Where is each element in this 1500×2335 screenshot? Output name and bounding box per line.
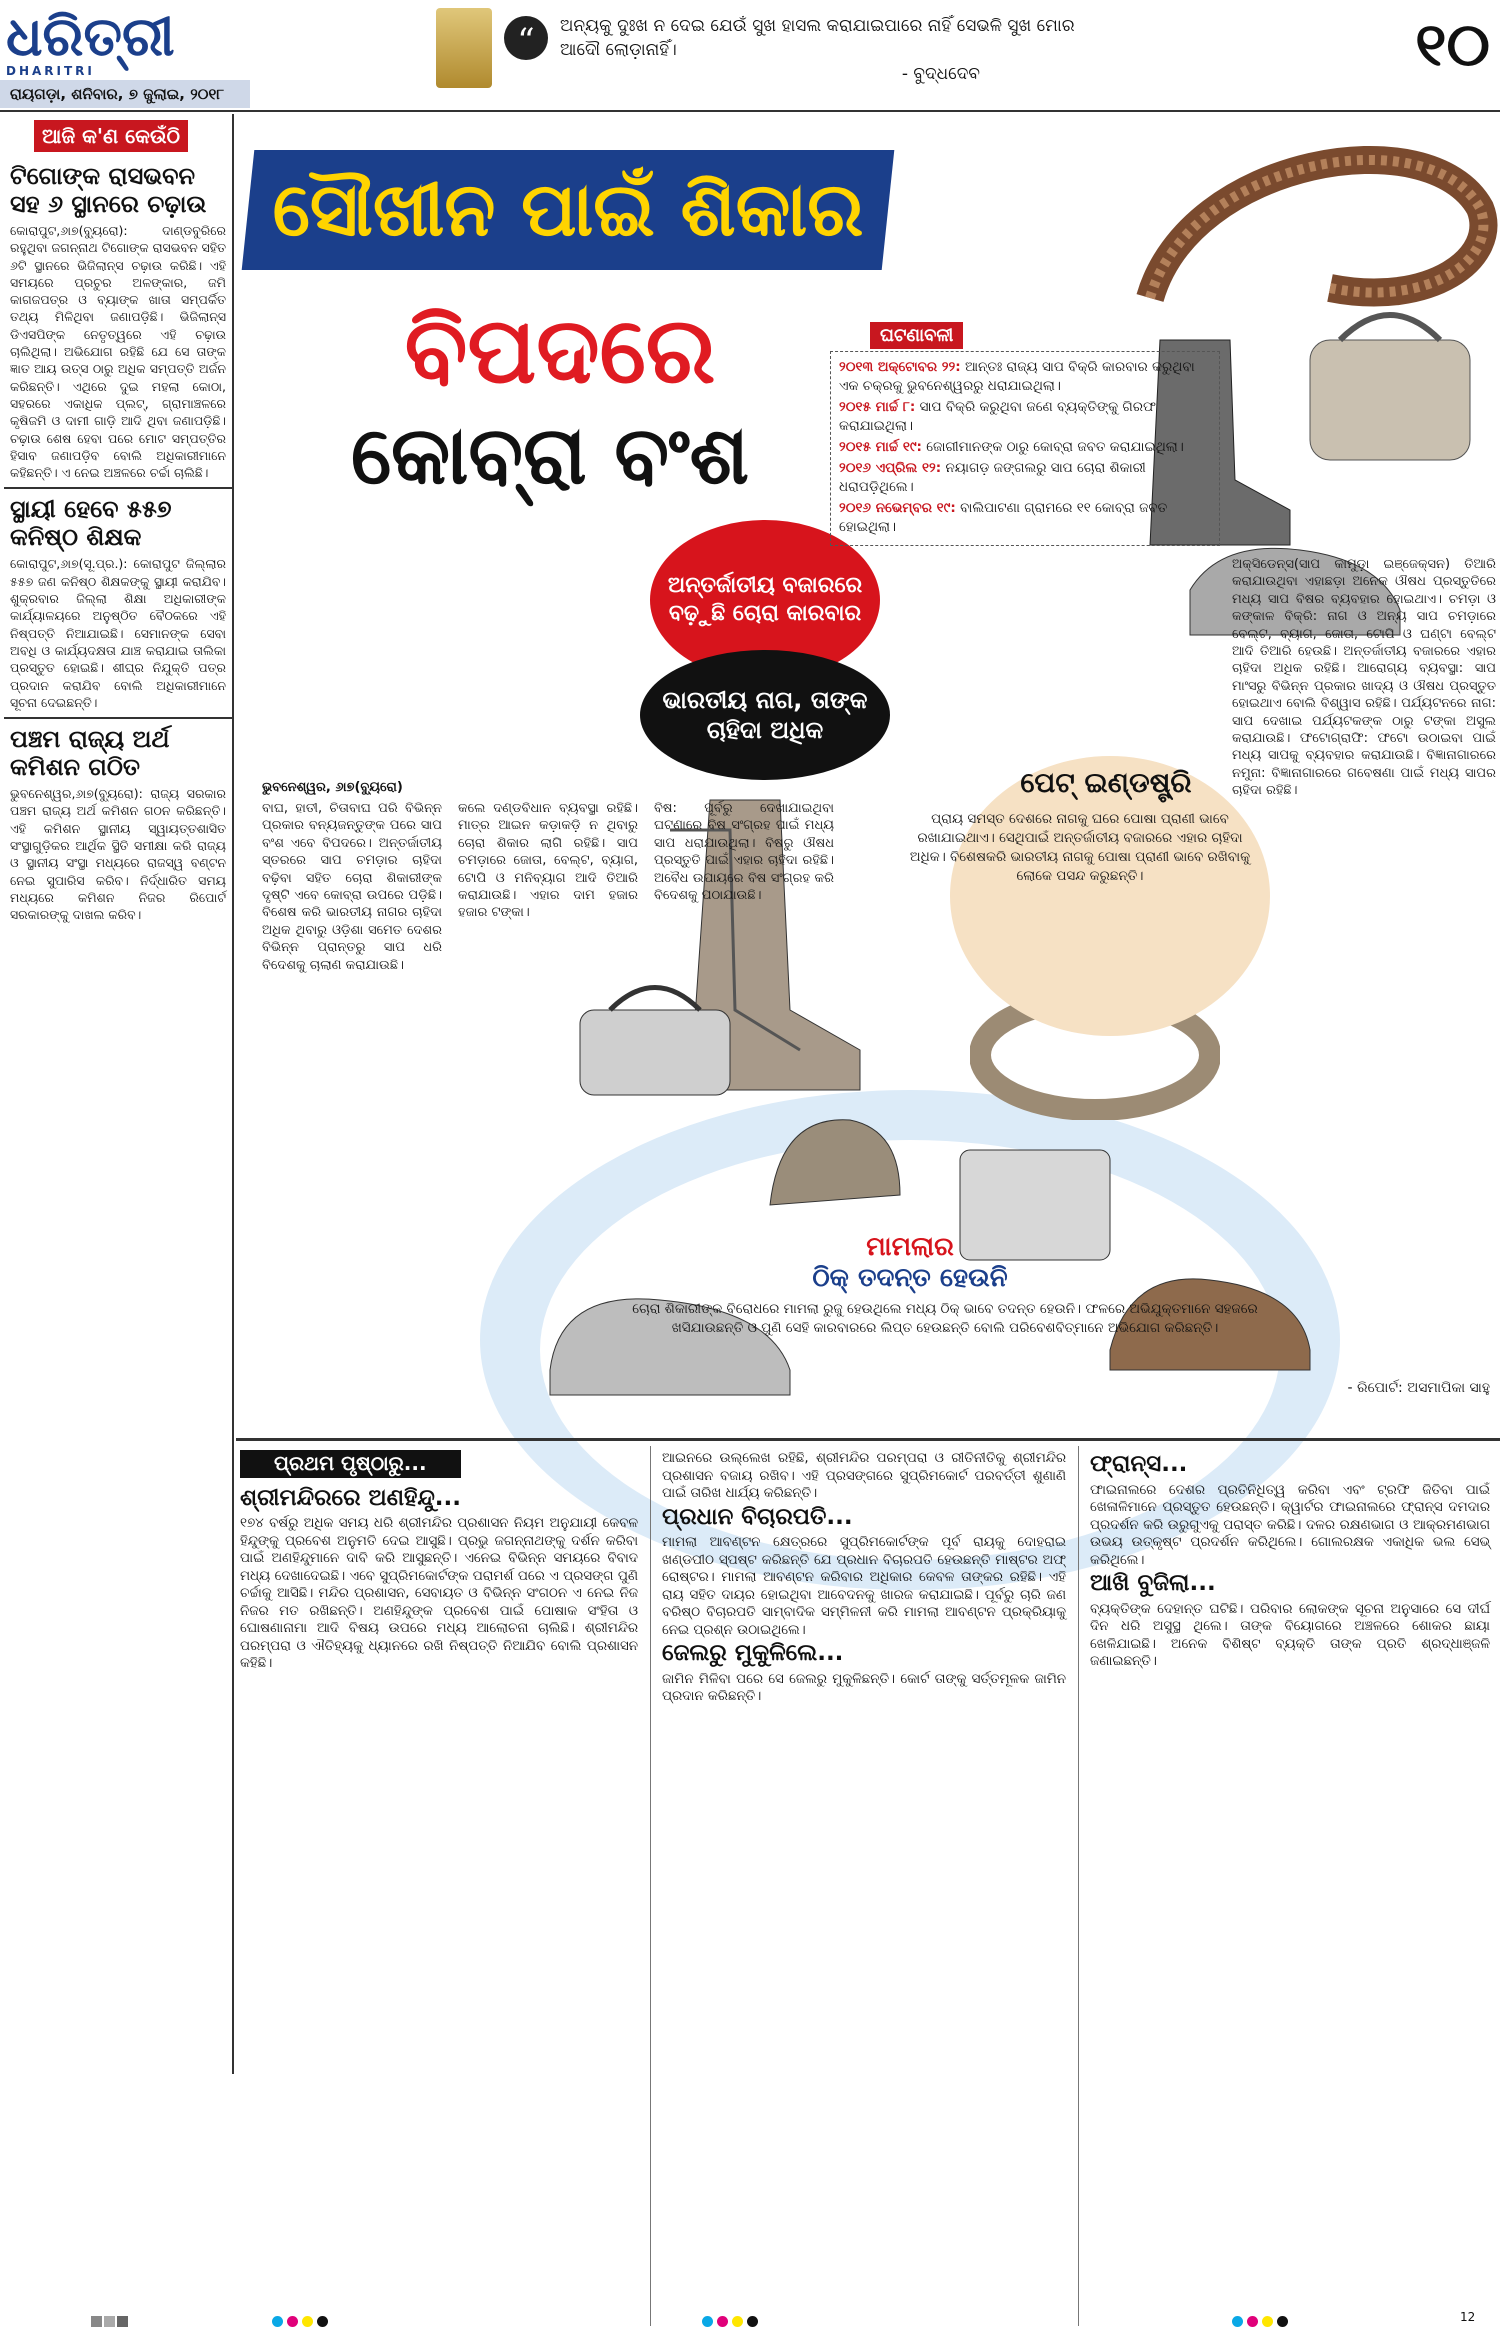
red-callout: ଅନ୍ତର୍ଜାତୀୟ ବଜାରରେ ବଢ଼ୁଛି ଚୋରା କାରବାର bbox=[650, 520, 880, 680]
timeline-tag: ଘଟଣାବଳୀ bbox=[870, 322, 963, 349]
timeline-date: ୨୦୧୫ ମାର୍ଚ୍ଚ ୧୯: bbox=[839, 439, 922, 455]
timeline-item bbox=[839, 398, 1211, 436]
page-code: 12 bbox=[1460, 2310, 1476, 2324]
newspaper-logo bbox=[6, 4, 256, 78]
page-number: ୧୦ bbox=[1415, 10, 1490, 80]
cmyk-dots bbox=[700, 2312, 760, 2331]
quote-author: - ବୁଦ୍ଧଦେବ bbox=[901, 64, 980, 84]
timeline-date: ୨୦୧୫ ମାର୍ଚ୍ଚ ୮: bbox=[839, 399, 916, 415]
timeline-item bbox=[839, 358, 1211, 396]
timeline-text: ଆନ୍ତଃ ରାଜ୍ୟ ସାପ ବିକ୍ରି କାରବାର କରୁଥିବା ଏକ ଚକ୍ରକୁ ଭୁବନେଶ୍ୱରରୁ ଧରାଯାଇଥିଲା। bbox=[839, 359, 1195, 394]
continued-body: ମାମଲା ଆବଣ୍ଟନ କ୍ଷେତ୍ରରେ ସୁପ୍ରିମକୋର୍ଟଙ୍କ ପୂର୍ବ ରାୟକୁ ଦୋହରାଇ ଖଣ୍ଡପୀଠ ସ୍ପଷ୍ଟ କରିଛନ୍ତି ଯେ ପ୍ରଧାନ ବିଚାରପତି ହେଉଛନ୍ତି ମାଷ୍ଟର ଅଫ୍ ରୋଷ୍ଟର। ମାମଲା ଆବଣ୍ଟନ କରିବାର ଅଧିକାର କେବଳ ତାଙ୍କର ରହିଛି। ଏହି ରାୟ ସହିତ ଦାୟର ହୋଇଥିବା ଆବେଦନକୁ ଖାରଜ କରାଯାଇଛି। ପୂର୍ବରୁ ଚାରି ଜଣ ବରିଷ୍ଠ ବିଚାରପତି ସାମ୍ବାଦିକ ସମ୍ମିଳନୀ କରି ମାମଲା ଆବଣ୍ଟନ ପ୍ରକ୍ରିୟାକୁ ନେଇ ପ୍ରଶ୍ନ ଉଠାଇଥିଲେ। bbox=[662, 1535, 1066, 1638]
column-rule bbox=[1078, 1446, 1079, 2326]
timeline-item bbox=[839, 438, 1211, 457]
continued-headline: ପ୍ରଧାନ ବିଚାରପତି... bbox=[662, 1503, 853, 1530]
cmyk-dots bbox=[1230, 2312, 1290, 2331]
feature-side-text: ଅକ୍ସିଡେନ୍ସ(ସାପ କାମୁଡ଼ା ଇଞ୍ଜେକ୍ସନ) ତିଆରି କରାଯାଉଥିବା ଏହାଛଡ଼ା ଅନେକ ଔଷଧ ପ୍ରସ୍ତୁତିରେ ମଧ୍ୟ ସାପ ବିଷର ବ୍ୟବହାର ହୋଇଥାଏ। ଚମଡ଼ା ଓ କଙ୍କାଳ ବିକ୍ରି: ନାଗ ଓ ଅନ୍ୟ ସାପ ଚମଡ଼ାରେ ବେଲ୍ଟ, ବ୍ୟାଗ, ଜୋତା, ଟୋପି ଓ ଘଣ୍ଟା ବେଲ୍ଟ ଆଦି ତିଆରି ହେଉଛି। ଅନ୍ତର୍ଜାତୀୟ ବଜାରରେ ଏହାର ଚାହିଦା ଅଧିକ ରହିଛି। ଆରୋଗ୍ୟ ବ୍ୟବସ୍ଥା: ସାପ ମାଂସରୁ ବିଭିନ୍ନ ପ୍ରକାର ଖାଦ୍ୟ ଓ ଔଷଧ ପ୍ରସ୍ତୁତ ହୋଇଥାଏ ବୋଲି ବିଶ୍ୱାସ ରହିଛି। ପର୍ଯ୍ୟଟନରେ ନାଗ: ସାପ ଦେଖାଇ ପର୍ଯ୍ୟଟକଙ୍କ ଠାରୁ ଟଙ୍କା ଅସୁଲ କରାଯାଉଛି। ଫଟୋଗ୍ରାଫି: ଫଟୋ ଉଠାଇବା ପାଇଁ ମଧ୍ୟ ସାପକୁ ବ୍ୟବହାର କରାଯାଉଛି। ବିଜ୍ଞାନାଗାରରେ ନମୁନା: ବିଜ୍ଞାନାଗାରରେ ଗବେଷଣା ପାଇଁ ମଧ୍ୟ ସାପର ଚାହିଦା ରହିଛି। bbox=[1232, 557, 1496, 799]
continued-body: ୧୭୪ ବର୍ଷରୁ ଅଧିକ ସମୟ ଧରି ଶ୍ରୀମନ୍ଦିର ପ୍ରଶାସନ ନିୟମ ଅନୁଯାୟୀ କେବଳ ହିନ୍ଦୁଙ୍କୁ ପ୍ରବେଶ ଅନୁମତି ଦେଇ ଆସୁଛି। ପ୍ରଭୁ ଜଗନ୍ନାଥଙ୍କୁ ଦର୍ଶନ କରିବା ପାଇଁ ଅଣହିନ୍ଦୁମାନେ ଦାବି କରି ଆସୁଛନ୍ତି। ଏନେଇ ବିଭିନ୍ନ ସମୟରେ ବିବାଦ ମଧ୍ୟ ଦେଖାଦେଇଛି। ଏବେ ସୁପ୍ରିମକୋର୍ଟଙ୍କ ପରାମର୍ଶ ପରେ ଏ ପ୍ରସଙ୍ଗ ପୁଣି ଚର୍ଚ୍ଚାକୁ ଆସିଛି। ମନ୍ଦିର ପ୍ରଶାସନ, ସେବାୟତ ଓ ବିଭିନ୍ନ ସଂଗଠନ ଏ ନେଇ ନିଜ ନିଜର ମତ ରଖିଛନ୍ତି। ଅଣହିନ୍ଦୁଙ୍କ ପ୍ରବେଶ ପାଇଁ ପୋଷାକ ସଂହିତା ଓ ଘୋଷଣାନାମା ଆଦି ବିଷୟ ଉପରେ ମଧ୍ୟ ଆଲୋଚନା ଚାଲିଛି। ଶ୍ରୀମନ୍ଦିର ପରମ୍ପରା ଓ ଐତିହ୍ୟକୁ ଧ୍ୟାନରେ ରଖି ନିଷ୍ପତ୍ତି ନିଆଯିବ ବୋଲି ପ୍ରଶାସନ କହିଛି। bbox=[240, 1516, 638, 1671]
quote-text: ଅନ୍ୟକୁ ଦୁଃଖ ନ ଦେଇ ଯେଉଁ ସୁଖ ହାସଲ କରାଯାଇପାରେ ନାହିଁ ସେଭଳି ସୁଖ ମୋର ଆଦୌ ଲୋଡ଼ାନାହିଁ। bbox=[560, 16, 1075, 60]
continued-body: ଆଇନରେ ଉଲ୍ଲେଖ ରହିଛି, ଶ୍ରୀମନ୍ଦିର ପରମ୍ପରା ଓ ରୀତିନୀତିକୁ ଶ୍ରୀମନ୍ଦିର ପ୍ରଶାସନ ବଜାୟ ରଖିବ। ଏହି ପ୍ରସଙ୍ଗରେ ସୁପ୍ରିମକୋର୍ଟ ପରବର୍ତ୍ତୀ ଶୁଣାଣି ପାଇଁ ତାରିଖ ଧାର୍ଯ୍ୟ କରିଛନ୍ତି। bbox=[662, 1451, 1066, 1501]
continued-tag: ପ୍ରଥମ ପୃଷ୍ଠାରୁ... bbox=[240, 1450, 461, 1478]
logo-subtext: DHARITRI bbox=[6, 64, 95, 78]
grey-scale-bar bbox=[90, 2312, 129, 2331]
quote-icon: “ bbox=[504, 16, 548, 60]
timeline-text: ସାପ ବିକ୍ରି କରୁଥିବା ଜଣେ ବ୍ୟକ୍ତିଙ୍କୁ ଗିରଫ କରାଯାଇଥିଲା। bbox=[839, 399, 1156, 434]
continued-body: ବ୍ୟକ୍ତିଙ୍କ ଦେହାନ୍ତ ଘଟିଛି। ପରିବାର ଲୋକଙ୍କ ସୂଚନା ଅନୁସାରେ ସେ ଦୀର୍ଘ ଦିନ ଧରି ଅସୁସ୍ଥ ଥିଲେ। ତାଙ୍କ ବିୟୋଗରେ ଅଞ୍ଚଳରେ ଶୋକର ଛାୟା ଖେଳିଯାଇଛି। ଅନେକ ବିଶିଷ୍ଟ ବ୍ୟକ୍ତି ତାଙ୍କ ପ୍ରତି ଶ୍ରଦ୍ଧାଞ୍ଜଳି ଜଣାଇଛନ୍ତି। bbox=[1090, 1601, 1490, 1669]
pet-industry-heading: ପେଟ୍ ଇଣ୍ଡଷ୍ଟ୍ରି bbox=[1020, 766, 1192, 799]
timeline-list bbox=[830, 351, 1220, 546]
timeline-date: ୨୦୧୬ ନଭେମ୍ବର ୧୯: bbox=[839, 500, 956, 516]
feature-body-col: ବିଷ: ପୂର୍ବରୁ ଦେଖାଯାଇଥିବା ଘଟଣାରେ ବିଷ ସଂଗ୍ରହ ପାଇଁ ମଧ୍ୟ ସାପ ଧରାଯାଉଥିଲା। ବିଷରୁ ଔଷଧ ପ୍ରସ୍ତୁତି ପାଇଁ ଏହାର ଚାହିଦା ରହିଛି। ଅବୈଧ ଉପାୟରେ ବିଷ ସଂଗ୍ରହ କରି ବିଦେଶକୁ ପଠାଯାଉଛି। bbox=[654, 801, 834, 904]
bottom-divider bbox=[236, 1438, 1500, 1441]
timeline-text: ନୟାଗଡ଼ ଜଙ୍ଗଲରୁ ସାପ ଚୋରା ଶିକାରୀ ଧରାପଡ଼ିଥିଲେ। bbox=[839, 460, 1146, 495]
continued-column-1 bbox=[240, 1450, 638, 1673]
continued-headline: ଆଖି ବୁଜିଲା... bbox=[1090, 1570, 1216, 1596]
continued-headline: ଶ୍ରୀମନ୍ଦିରରେ ଅଣହିନ୍ଦୁ... bbox=[240, 1484, 462, 1511]
black-callout: ଭାରତୀୟ ନାଗ, ତାଙ୍କ ଚାହିଦା ଅଧିକ bbox=[640, 650, 890, 780]
story-body: କୋରାପୁଟ,୬ା୭(ସୂ.ପ୍ର.): କୋରାପୁଟ ଜିଲ୍ଲାର ୫୫୭ ଜଣ କନିଷ୍ଠ ଶିକ୍ଷକଙ୍କୁ ସ୍ଥାୟୀ କରାଯିବ। ଶୁକ୍ରବାର ଜିଲ୍ଲା ଶିକ୍ଷା ଅଧିକାରୀଙ୍କ କାର୍ଯ୍ୟାଳୟରେ ଅନୁଷ୍ଠିତ ବୈଠକରେ ଏହି ନିଷ୍ପତ୍ତି ନିଆଯାଇଛି। ସେମାନଙ୍କ ସେବା ଅବଧି ଓ କାର୍ଯ୍ୟଦକ୍ଷତା ଯାଞ୍ଚ କରାଯାଇ ତାଲିକା ପ୍ରସ୍ତୁତ ହୋଇଛି। ଶୀଘ୍ର ନିଯୁକ୍ତି ପତ୍ର ପ୍ରଦାନ କରାଯିବ ବୋଲି ଅଧିକାରୀମାନେ ସୂଚନା ଦେଇଛନ୍ତି। bbox=[10, 556, 226, 710]
header-divider bbox=[0, 110, 1500, 112]
snake-belt-image bbox=[1130, 118, 1500, 328]
story-headline: ପଞ୍ଚମ ରାଜ୍ୟ ଅର୍ଥ କମିଶନ ଗଠିତ bbox=[10, 725, 170, 782]
timeline-text: ବାଲିପାଟଣା ଗ୍ରାମରେ ୧୧ କୋବ୍ରା ଜବତ ହୋଇଥିଲା। bbox=[839, 500, 1168, 535]
timeline-item bbox=[839, 499, 1211, 537]
feature-body-col: ବାଘ, ହାତୀ, ଚିତାବାଘ ପରି ବିଭିନ୍ନ ପ୍ରକାର ବନ୍ୟଜନ୍ତୁଙ୍କ ପରେ ସାପ ବଂଶ ଏବେ ବିପଦରେ। ଅନ୍ତର୍ଜାତୀୟ ସ୍ତରରେ ସାପ ଚମଡ଼ାର ଚାହିଦା ବଢ଼ିବା ସହିତ ଚୋରା ଶିକାରୀଙ୍କ ଦୃଷ୍ଟି ଏବେ କୋବ୍ରା ଉପରେ ପଡ଼ିଛି। ବିଶେଷ କରି ଭାରତୀୟ ନାଗର ଚାହିଦା ଅଧିକ ଥିବାରୁ ଓଡ଼ିଶା ସମେତ ଦେଶର ବିଭିନ୍ନ ପ୍ରାନ୍ତରୁ ସାପ ଧରି ବିଦେଶକୁ ଚାଲାଣ କରାଯାଉଛି। bbox=[262, 801, 442, 973]
feature-byline: ଭୁବନେଶ୍ୱର, ୬ା୭(ବ୍ୟୁରୋ) bbox=[262, 780, 403, 795]
print-registration-marks bbox=[0, 2300, 1500, 2335]
section-tag: ଆଜି କ'ଣ କେଉଁଠି bbox=[34, 120, 188, 152]
timeline-text: ଜୋଗୀମାନଙ୍କ ଠାରୁ କୋବ୍ରା ଜବତ କରାଯାଇଥିଲା। bbox=[926, 439, 1184, 455]
continued-column-3 bbox=[1090, 1450, 1490, 1671]
quote-of-day bbox=[560, 14, 1120, 86]
continued-body: ଜାମିନ ମିଳିବା ପରେ ସେ ଜେଲରୁ ମୁକୁଳିଛନ୍ତି। କୋର୍ଟ ତାଙ୍କୁ ସର୍ତ୍ତମୂଳକ ଜାମିନ ପ୍ରଦାନ କରିଛନ୍ତି। bbox=[662, 1671, 1066, 1704]
cmyk-dots bbox=[270, 2312, 330, 2331]
continued-headline: ଫ୍ରାନ୍ସ... bbox=[1090, 1451, 1188, 1477]
timeline-date: ୨୦୧୬ ଏପ୍ରିଲ ୧୨: bbox=[839, 460, 942, 476]
case-heading bbox=[740, 1232, 1080, 1294]
feature-banner bbox=[242, 150, 895, 270]
feature-body-col: କଲେ ଦଣ୍ଡବିଧାନ ବ୍ୟବସ୍ଥା ରହିଛି। ମାତ୍ର ଆଇନ କଡ଼ାକଡ଼ି ନ ଥିବାରୁ ଚୋରା ଶିକାର ଲାଗି ରହିଛି। ସାପ ଚମଡ଼ାରେ ଜୋତା, ବେଲ୍ଟ, ବ୍ୟାଗ, ଟୋପି ଓ ମନିବ୍ୟାଗ ଆଦି ତିଆରି କରାଯାଉଛି। ଏହାର ଦାମ ହଜାର ହଜାର ଟଙ୍କା। bbox=[458, 801, 638, 921]
story-body: କୋରାପୁଟ,୬ା୭(ବ୍ୟୁରୋ): ଦାଣ୍ଡବୁରିରେ ରହୁଥିବା ଜଗନ୍ନାଥ ଟିଗୋଙ୍କ ରାସଭବନ ସହିତ ୬ଟି ସ୍ଥାନରେ ଭିଜିଲାନ୍ସ ଚଢ଼ାଉ କରିଛି। ଏହି ସମୟରେ ପ୍ରଚୁର ଅଳଙ୍କାର, ଜମି କାଗଜପତ୍ର ଓ ବ୍ୟାଙ୍କ ଖାତା ସମ୍ପର୍କିତ ତଥ୍ୟ ମିଳିଥିବା ଜଣାପଡ଼ିଛି। ଭିଜିଲାନ୍ସ ଡିଏସପିଙ୍କ ନେତୃତ୍ୱରେ ଏହି ଚଢ଼ାଉ ଚାଲିଥିଲା। ଅଭିଯୋଗ ରହିଛି ଯେ ସେ ତାଙ୍କ ଜ୍ଞାତ ଆୟ ଉତ୍ସ ଠାରୁ ଅଧିକ ସମ୍ପତ୍ତି ଅର୍ଜନ କରିଛନ୍ତି। ଏଥିରେ ଦୁଇ ମହଲା କୋଠା, ସହରରେ ଏକାଧିକ ପ୍ଲଟ୍, ଗ୍ରାମାଞ୍ଚଳରେ କୃଷିଜମି ଓ ଦାମୀ ଗାଡ଼ି ଆଦି ଥିବା ଜଣାପଡ଼ିଛି। ଚଢ଼ାଉ ଶେଷ ହେବା ପରେ ମୋଟ ସମ୍ପତ୍ତିର ହିସାବ ଜଣାପଡ଼ିବ ବୋଲି ଅଧିକାରୀମାନେ କହିଛନ୍ତି। ଏ ନେଇ ଅଞ୍ଚଳରେ ଚର୍ଚ୍ଚା ଚାଲିଛି। bbox=[10, 223, 227, 481]
continued-headline: ଜେଲରୁ ମୁକୁଳିଲେ... bbox=[662, 1640, 844, 1666]
pet-industry-text: ପ୍ରାୟ ସମସ୍ତ ଦେଶରେ ନାଗକୁ ଘରେ ପୋଷା ପ୍ରାଣୀ ଭାବେ ରଖାଯାଇଥାଏ। ସେଥିପାଇଁ ଅନ୍ତର୍ଜାତୀୟ ବଜାରରେ ଏହାର ଚାହିଦା ଅଧିକ। ବିଶେଷକରି ଭାରତୀୟ ନାଗକୁ ପୋଷା ପ୍ରାଣୀ ଭାବେ ରଖିବାକୁ ଲୋକେ ପସନ୍ଦ କରୁଛନ୍ତି। bbox=[909, 811, 1251, 884]
timeline-date: ୨୦୧୩ ଅକ୍ଟୋବର ୨୨: bbox=[839, 359, 961, 375]
case-heading-blue: ଠିକ୍ ତଦନ୍ତ ହେଉନି bbox=[812, 1263, 1008, 1293]
feature-subtitle-black: କୋବ୍ରା ବଂଶ bbox=[350, 408, 750, 502]
dateline: ରାୟଗଡ଼ା, ଶନିବାର, ୭ ଜୁଲାଇ, ୨୦୧୮ bbox=[0, 80, 250, 108]
case-text: ଚୋରା ଶିକାରୀଙ୍କ ବିରୋଧରେ ମାମଲା ରୁଜୁ ହେଉଥିଲେ ମଧ୍ୟ ଠିକ୍ ଭାବେ ତଦନ୍ତ ହେଉନି। ଫଳରେ ଅଭିଯୁକ୍ତମାନେ ସହଜରେ ଖସିଯାଉଛନ୍ତି ଓ ପୁଣି ସେହି କାରବାରରେ ଲିପ୍ତ ହେଉଛନ୍ତି ବୋଲି ପରିବେଶବିତ୍ମାନେ ଅଭିଯୋଗ କରିଛନ୍ତି। bbox=[632, 1301, 1258, 1336]
snake-skin-bag-image bbox=[1290, 300, 1490, 470]
divider bbox=[4, 717, 232, 719]
left-news-column bbox=[4, 114, 234, 2074]
feature-subtitle-red: ବିପଦରେ bbox=[404, 296, 716, 404]
story-headline: ଟିଗୋଙ୍କ ରାସଭବନ ସହ ୬ ସ୍ଥାନରେ ଚଢ଼ାଉ bbox=[10, 162, 207, 218]
logo-text: ଧରିତ୍ରୀ bbox=[6, 4, 175, 68]
story-body: ଭୁବନେଶ୍ୱର,୬ା୭(ବ୍ୟୁରୋ): ରାଜ୍ୟ ସରକାର ପଞ୍ଚମ ରାଜ୍ୟ ଅର୍ଥ କମିଶନ ଗଠନ କରିଛନ୍ତି। ଏହି କମିଶନ ସ୍ଥାନୀୟ ସ୍ୱାୟତ୍ତଶାସିତ ସଂସ୍ଥାଗୁଡ଼ିକର ଆର୍ଥିକ ସ୍ଥିତି ସମୀକ୍ଷା କରି ରାଜ୍ୟ ଓ ସ୍ଥାନୀୟ ସଂସ୍ଥା ମଧ୍ୟରେ ରାଜସ୍ୱ ବଣ୍ଟନ ନେଇ ସୁପାରିସ କରିବ। ନିର୍ଦ୍ଧାରିତ ସମୟ ମଧ୍ୟରେ କମିଶନ ନିଜର ରିପୋର୍ଟ ସରକାରଙ୍କୁ ଦାଖଲ କରିବ। bbox=[10, 786, 226, 923]
report-credit: - ରିପୋର୍ଟ: ଅସମାପିକା ସାହୁ bbox=[1347, 1380, 1490, 1396]
divider bbox=[4, 487, 232, 489]
case-heading-red: ମାମଲାର bbox=[866, 1232, 954, 1262]
continued-column-2 bbox=[662, 1450, 1066, 1706]
story-headline: ସ୍ଥାୟୀ ହେବେ ୫୫୭ କନିଷ୍ଠ ଶିକ୍ଷକ bbox=[10, 495, 172, 552]
buddha-image bbox=[436, 8, 492, 88]
timeline-item bbox=[839, 459, 1211, 497]
continued-body: ଫାଇନାଲରେ ଦେଶର ପ୍ରତିନିଧିତ୍ୱ କରିବା ଏବଂ ଟ୍ରଫି ଜିତିବା ପାଇଁ ଖେଳାଳିମାନେ ପ୍ରସ୍ତୁତ ହେଉଛନ୍ତି। କ୍ୱାର୍ଟର ଫାଇନାଲରେ ଫ୍ରାନ୍ସ ଦମଦାର ପ୍ରଦର୍ଶନ କରି ଉରୁଗୁଏକୁ ପରାସ୍ତ କରିଛି। ଦଳର ରକ୍ଷଣଭାଗ ଓ ଆକ୍ରମଣଭାଗ ଉଭୟ ଉତ୍କୃଷ୍ଟ ପ୍ରଦର୍ଶନ କରିଥିଲେ। ଗୋଲରକ୍ଷକ ଏକାଧିକ ଭଲ ସେଭ୍ କରିଥିଲେ। bbox=[1090, 1482, 1490, 1568]
column-rule bbox=[650, 1446, 651, 2326]
feature-banner-title: ସୌଖୀନ ପାଇଁ ଶିକାର bbox=[272, 167, 864, 253]
